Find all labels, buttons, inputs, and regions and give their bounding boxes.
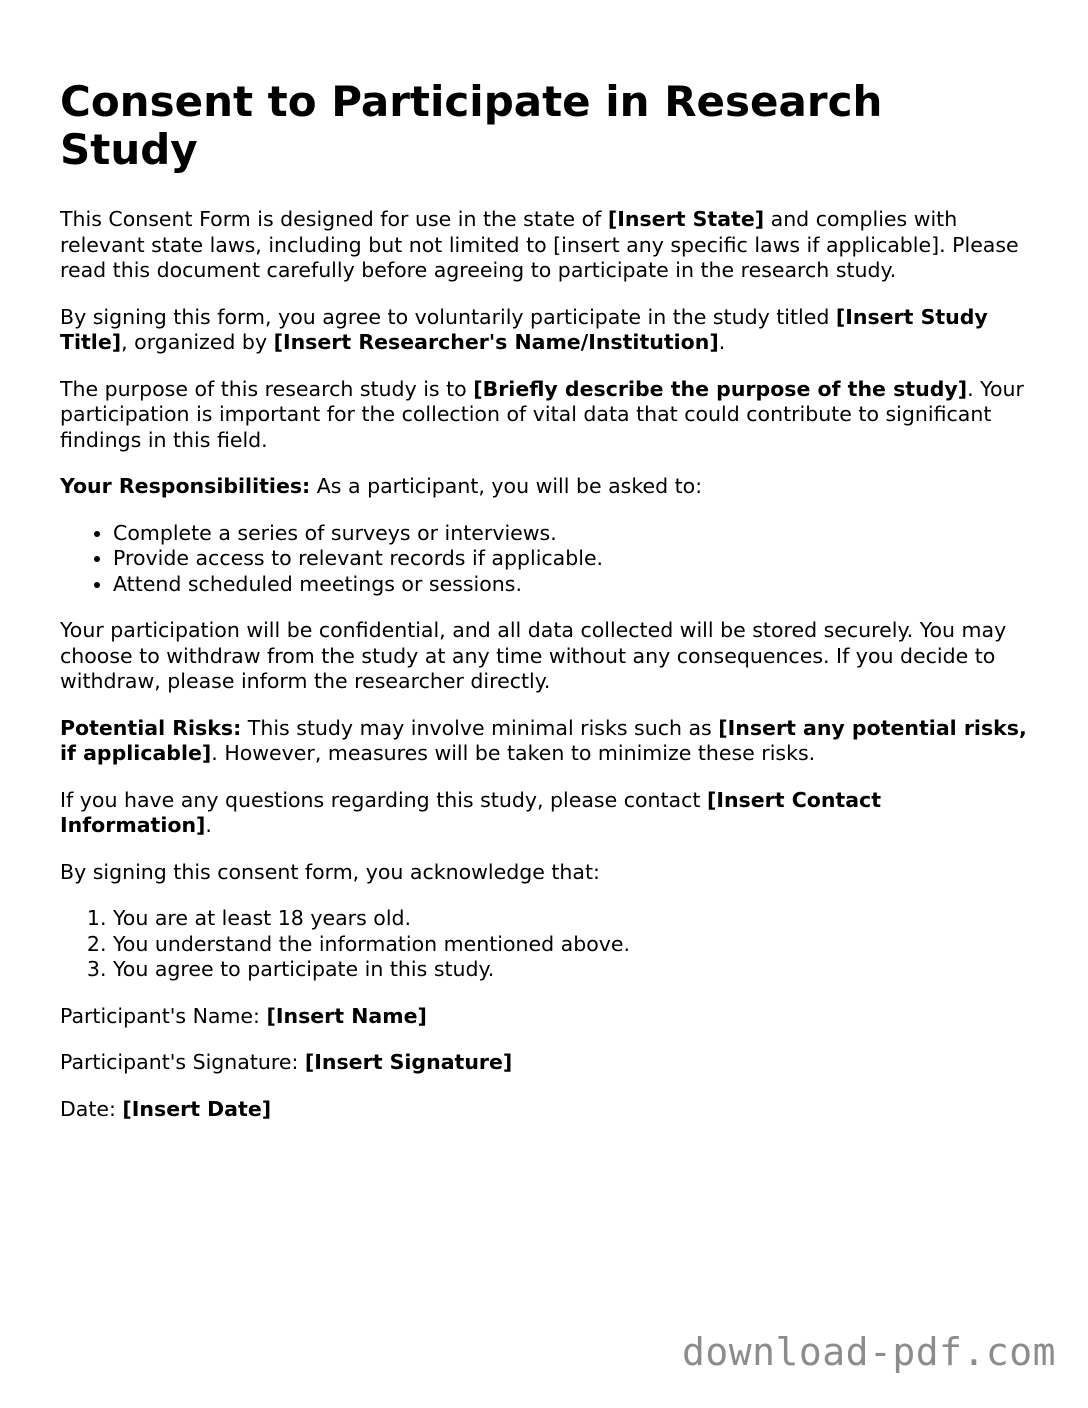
purpose-paragraph — [60, 377, 1028, 454]
contact-paragraph — [60, 788, 1028, 839]
date-label: Date: — [60, 1096, 123, 1121]
agreement-text-1: By signing this form, you agree to voluntarily participate in the study titled — [60, 304, 836, 329]
responsibilities-list — [60, 521, 1028, 598]
date-line — [60, 1097, 1028, 1123]
state-placeholder: [Insert State] — [607, 207, 765, 231]
document-title: Consent to Participate in Research Study — [60, 77, 883, 174]
participant-signature-line — [60, 1050, 1028, 1076]
list-item: 1. You are at least 18 years old. — [113, 906, 1028, 932]
agreement-text-2: , organized by — [121, 330, 274, 354]
watermark: download-pdf.com — [681, 1330, 1056, 1374]
intro-text-2: and complies with relevant state laws, including but not limited to [insert any specific laws if applicable]. Please read this document carefully before agreeing to participate in the research study. — [60, 207, 1019, 282]
contact-text-1: If you have any questions regarding this study, please contact — [60, 787, 707, 812]
study-title-placeholder: [Insert Study Title] — [60, 304, 988, 354]
responsibilities-paragraph — [60, 474, 1028, 500]
list-item: • Attend scheduled meetings or sessions. — [113, 572, 1028, 598]
risks-placeholder: [Insert any potential risks, if applicable] — [60, 715, 1027, 765]
participant-name-placeholder: [Insert Name] — [266, 1003, 427, 1028]
document-page — [60, 78, 1028, 1143]
risks-text-1: This study may involve minimal risks such as — [241, 715, 719, 740]
participant-signature-label: Participant's Signature: — [60, 1050, 305, 1074]
purpose-text-1: The purpose of this research study is to — [60, 376, 474, 401]
contact-placeholder: [Insert Contact Information] — [60, 787, 882, 837]
acknowledge-list — [60, 906, 1028, 983]
date-placeholder: [Insert Date] — [122, 1096, 272, 1121]
researcher-placeholder: [Insert Researcher's Name/Institution] — [273, 330, 719, 354]
list-item: • Complete a series of surveys or interviews. — [113, 521, 1028, 547]
participant-signature-placeholder: [Insert Signature] — [304, 1050, 513, 1074]
intro-paragraph — [60, 207, 1028, 284]
agreement-paragraph — [60, 305, 1028, 356]
list-item: 3. You agree to participate in this study. — [113, 957, 1028, 983]
risks-text-2: . However, measures will be taken to minimize these risks. — [211, 741, 816, 765]
list-item: • Provide access to relevant records if applicable. — [113, 546, 1028, 572]
participant-name-line — [60, 1004, 1028, 1030]
risks-paragraph — [60, 716, 1028, 767]
purpose-placeholder: [Briefly describe the purpose of the study] — [473, 376, 968, 401]
contact-text-2: . — [205, 813, 212, 837]
responsibilities-text: As a participant, you will be asked to: — [310, 474, 703, 498]
risks-label: Potential Risks: — [60, 715, 242, 740]
agreement-text-3: . — [718, 330, 726, 354]
participant-name-label: Participant's Name: — [60, 1003, 267, 1028]
responsibilities-label: Your Responsibilities: — [60, 474, 311, 498]
confidentiality-paragraph: Your participation will be confidential, and all data collected will be stored securely. You may choose to withdraw from the study at any time without any consequences. If you decide to withdraw, please inform the researcher directly. — [60, 618, 1007, 693]
purpose-text-2: . Your participation is important for the collection of vital data that could contribute to significant findings in this field. — [60, 376, 1024, 452]
list-item: 2. You understand the information mentioned above. — [113, 932, 1028, 958]
acknowledge-paragraph: By signing this consent form, you acknowledge that: — [60, 859, 600, 884]
intro-text-1: This Consent Form is designed for use in the state of — [60, 207, 608, 231]
